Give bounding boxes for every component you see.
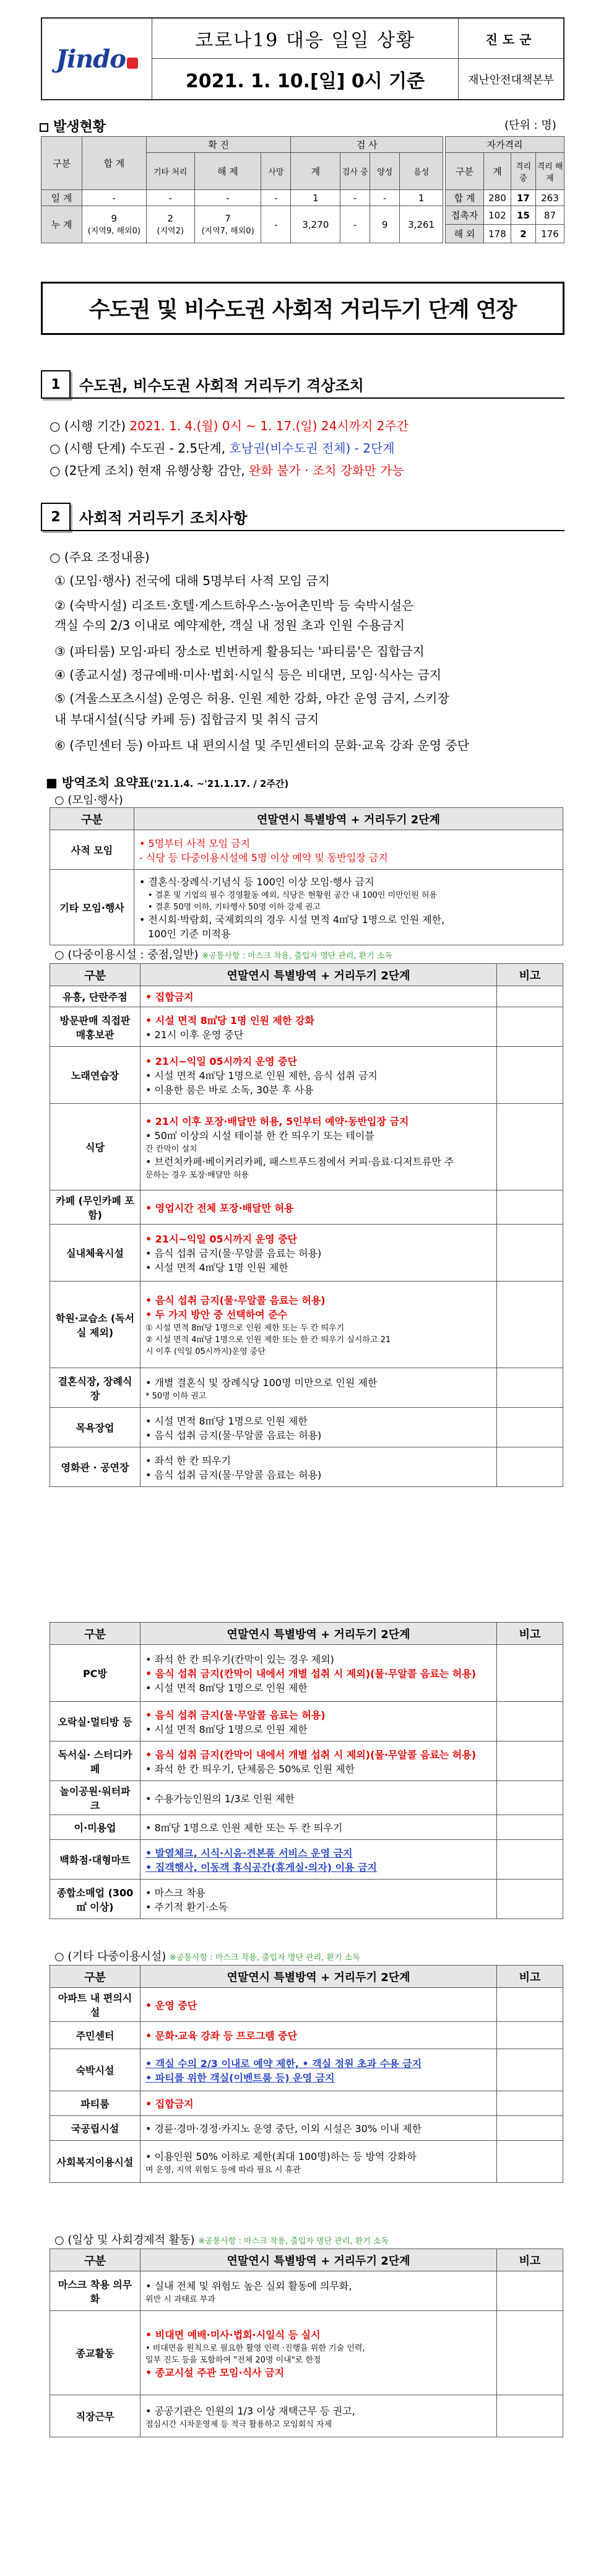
row-note	[497, 1815, 563, 1840]
section-2-item: ③ (파티룸) 모임·파티 장소로 빈번하게 활용되는 '파티룸'은 집합금지	[54, 644, 425, 659]
measure-line: • 비대면 예배·미사·법회·시일식 등 실시	[145, 2328, 321, 2341]
report-date: 2021. 1. 10.[일] 0시 기준	[185, 70, 425, 92]
measure-line: • 시설 면적 8㎡당 1명으로 인원 제한	[145, 1682, 308, 1694]
row-measures	[141, 986, 497, 1007]
table-row	[50, 1702, 563, 1741]
measure-line: • 주기적 환기·소독	[145, 1901, 228, 1913]
table-row	[50, 986, 563, 1007]
measure-line: • 문화·교육 강좌 등 프로그램 중단	[145, 2030, 298, 2042]
row-measures	[141, 1368, 497, 1408]
row-note	[497, 2311, 563, 2395]
section-2-header	[41, 503, 564, 531]
other-facilities-table: 구분 연말연시 특별방역 + 거리두기 2단계 비고 아파트 내 편의시설 • 운영 중단 주민센터 • 문화·교육 강좌 등 프로그램 중단 숙박시설 • 객실 수의 2/3 이내로 예약 제한, • 객실 정원 초과 수용 금지 • 파티를 위한 객실(이벤트룸 등) 운영 금지 파티룸 • 집합금지 국공립시설 • 경륜·경마·경정·카지노 운영 중단, 이외 시설은 30% 이내 제한 사회복지이용시설 • 이용인원 50% 이하로 제한(최대 100명)하는 등 방역 강화하 며 운영, 지역 위험도 등에 따라 필요 시 휴관	[50, 1965, 563, 2183]
row-note	[497, 1047, 563, 1104]
row-measures	[141, 1104, 497, 1190]
table-row	[50, 2091, 563, 2116]
row-note	[497, 1840, 563, 1880]
row-measures	[141, 2049, 497, 2091]
measure-line: • 비대면을 원칙으로 필요한 활영 인력 ·진행을 위한 기술 인력,	[145, 2343, 365, 2353]
row-label: 놀이공원·워터파크	[50, 1781, 141, 1815]
row-note	[497, 1225, 563, 1281]
table-row	[50, 2049, 563, 2091]
measure-line: 문하는 경우 포장·배달만 허용	[145, 1171, 249, 1180]
table-row	[50, 1281, 563, 1368]
multi-use-title: ○ (다중이용시설 : 중점,일반) ※공통사항 : 마스크 착용, 출입자 명단 관리, 환기 소독	[54, 948, 393, 961]
org-department: 재난안전대책본부	[458, 59, 563, 99]
row-measures	[141, 1781, 497, 1815]
table-row	[50, 1781, 563, 1815]
row-measures	[141, 1741, 497, 1781]
measure-line: 점심시간 시차운영제 등 적극 활용하고 모임회식 자제	[145, 2419, 332, 2429]
table-row	[50, 1815, 563, 1840]
measure-line: ① 시설 면적 8㎡당 1명으로 인원 제한 또는 두 칸 띄우기	[145, 1324, 345, 1333]
measure-line: • 영업시간 전체 포장·배달만 허용	[145, 1202, 294, 1214]
report-header	[41, 17, 564, 100]
row-note	[497, 1368, 563, 1408]
table-row	[50, 1645, 563, 1702]
measure-line: • 시설 면적 4㎡당 1명으로 인원 제한, 음식 섭취 금지	[145, 1070, 378, 1082]
row-note	[497, 1988, 563, 2022]
row-note	[497, 986, 563, 1007]
measure-line: • 21시~익일 05시까지 운영 중단	[145, 1233, 298, 1245]
measure-line: • 두 가지 방안 중 선택하여 준수	[145, 1309, 288, 1321]
row-label: 목욕장업	[50, 1408, 141, 1447]
multi-use-table-2: 구분 연말연시 특별방역 + 거리두기 2단계 비고 PC방 • 좌석 한 칸 띄우기(칸막이 있는 경우 제외) • 음식 섭취 금지(칸막이 내에서 개별 섭취 시 제외)(물·무알콜 음료는 허용) • 시설 면적 8㎡당 1명으로 인원 제한 오락실·멀티방 등 • 음식 섭취 금지(물·무알콜 음료는 허용) • 시설 면적 8㎡당 1명으로 인원 제한 독서실· 스터디카페 • 음식 섭취 금지(칸막이 내에서 개별 섭취 시 제외)(물·무알콜 음료는 허용) • 좌석 한 칸 띄우기, 단체룸은 50%로 인원 제한 놀이공원·워터파크 • 수용가능인원의 1/3로 인원 제한 이·미용업 • 8㎡당 1명으로 인원 제한 또는 두 칸 띄우기 백화점·대형마트 • 발열체크, 시식·시음·견본품 서비스 운영 금지 • 집객행사, 이동객 휴식공간(휴게실·의자) 이용 금지 종합소매업 (300㎡ 이상) • 마스크 착용 • 주기적 환기·소독	[50, 1622, 563, 1919]
row-measures	[141, 1840, 497, 1880]
row-label: 오락실·멀티방 등	[50, 1702, 141, 1741]
section-2-item: 객실 수의 2/3 이내로 예약제한, 객실 내 정원 초과 인원 수용금지	[54, 618, 405, 633]
row-label: 백화점·대형마트	[50, 1840, 141, 1880]
row-measures	[141, 1047, 497, 1104]
section-title: 사회적 거리두기 조치사항	[71, 503, 564, 531]
section-1-line-3: ○ (2단계 조치) 현재 유행상황 감안, 완화 불가 · 조치 강화만 가능	[50, 463, 404, 478]
row-note	[497, 2141, 563, 2183]
row-measures	[141, 1447, 497, 1487]
table-row	[50, 1840, 563, 1880]
measure-line: ② 시설 면적 4㎡당 1명으로 인원 제한 또는 한 칸 띄우기 실시하고 21	[145, 1335, 391, 1345]
row-measures	[141, 2141, 497, 2183]
section-1-header	[41, 370, 564, 399]
measure-line: • 실내 전체 및 위험도 높은 실외 활동에 의무화,	[145, 2279, 352, 2292]
row-label: 마스크 착용 의무화	[50, 2271, 141, 2311]
section-2-item: ④ (종교시설) 정규예배·미사·법회·시일식 등은 비대면, 모임·식사는 금지	[54, 667, 442, 682]
jindo-logo	[42, 19, 152, 99]
row-measures	[141, 2311, 497, 2395]
row-label: 독서실· 스터디카페	[50, 1741, 141, 1781]
measure-line: • 21시 이후 운영 중단	[145, 1028, 244, 1041]
measure-line: 위반 시 과태료 부과	[145, 2294, 215, 2304]
row-label: 파티룸	[50, 2091, 141, 2116]
row-measures	[141, 1645, 497, 1702]
row-label: 종교활동	[50, 2311, 141, 2395]
row-note	[497, 1741, 563, 1781]
row-note	[497, 1007, 563, 1047]
row-note	[497, 2091, 563, 2116]
measure-line: • 공공기관은 인원의 1/3 이상 재택근무 등 권고,	[145, 2405, 355, 2417]
row-note	[497, 2116, 563, 2141]
table-row	[50, 2395, 563, 2437]
measure-line: 시 이후 (익일 05시까지)운영 중단	[145, 1347, 266, 1356]
measure-line: 간 칸막이 설치	[145, 1145, 197, 1154]
section-1-line-2: ○ (시행 단계) 수도권 - 2.5단계, 호남권(비수도권 전체) - 2단계	[50, 441, 395, 456]
table-row	[50, 2271, 563, 2311]
row-label: 노래연습장	[50, 1047, 141, 1104]
table-row	[50, 1047, 563, 1104]
measure-line: • 음식 섭취 금지(칸막이 내에서 개별 섭취 시 제외)(물·무알콜 음료는 허용)	[145, 1668, 477, 1680]
row-measures	[141, 1190, 497, 1225]
status-table: 구분 합 계 확 진 검 사 자가격리 기타 처리 해 제 사망 계 검사 중 양성 음성 구분 계 격리 중 격리 해제 일 계 - - - - 1 - - 1 합 계 280 17 263 누 계 9 (지역9, 해외0) 2 (지역2) 7 (지역7, 해외0) - 3,270 - 9 3,261 접촉자 102 15 87 해 외 178 2 176	[41, 136, 564, 243]
daily-activities-table: 구분 연말연시 특별방역 + 거리두기 2단계 비고 마스크 착용 의무화 • 실내 전체 및 위험도 높은 실외 활동에 의무화, 위반 시 과태료 부과 종교활동 • 비대면 예배·미사·법회·시일식 등 실시 • 비대면을 원칙으로 필요한 활영 인력 ·진행을 위한 기술 인력, 일부 진도 등을 포함하여 "전체 20명 이내"로 한정 • 종교시설 주관 모임·식사 금지 직장근무 • 공공기관은 인원의 1/3 이상 재택근무 등 권고, 점심시간 시차운영제 등 적극 활용하고 모임회식 자제	[50, 2249, 563, 2437]
logo-text: Jindo	[56, 44, 126, 74]
row-note	[497, 1408, 563, 1447]
row-note	[497, 1447, 563, 1487]
measure-line: • 음식 섭취 금지(물·무알콜 음료는 허용)	[145, 1247, 322, 1259]
row-label: 영화관 · 공연장	[50, 1447, 141, 1487]
measure-line: • 좌석 한 칸 띄우기	[145, 1454, 231, 1467]
row-measures	[141, 2271, 497, 2311]
row-measures	[141, 1988, 497, 2022]
measure-line: 일부 진도 등을 포함하여 "전체 20명 이내"로 한정	[145, 2355, 321, 2365]
measure-line: • 파티를 위한 객실(이벤트룸 등) 운영 금지	[145, 2071, 335, 2084]
main-headline: 수도권 및 비수도권 사회적 거리두기 단계 연장	[41, 282, 564, 335]
row-measures	[141, 1281, 497, 1368]
section-number: 2	[41, 503, 71, 531]
measure-line: • 집객행사, 이동객 휴식공간(휴게실·의자) 이용 금지	[145, 1861, 377, 1873]
row-label: 주민센터	[50, 2022, 141, 2049]
summary-title: ■ 방역조치 요약표('21.1.4. ~'21.1.17. / 2주간)	[46, 775, 289, 790]
table-row	[50, 2022, 563, 2049]
row-label: 이·미용업	[50, 1815, 141, 1840]
row-label: 카페 (무인카페 포함)	[50, 1190, 141, 1225]
row-note	[497, 1702, 563, 1741]
table-row	[50, 1988, 563, 2022]
other-facilities-title: ○ (기타 다중이용시설) ※공통사항 : 마스크 착용, 출입자 명단 관리, 환기 소독	[54, 1950, 360, 1963]
section-2-item: ○ (주요 조정내용)	[50, 550, 150, 565]
table-row	[50, 1368, 563, 1408]
row-measures	[141, 1880, 497, 1919]
square-bullet-icon	[40, 123, 48, 132]
measure-line: • 음식 섭취 금지(칸막이 내에서 개별 섭취 시 제외)(물·무알콜 음료는 허용)	[145, 1748, 477, 1761]
row-measures	[141, 1225, 497, 1281]
table-row	[50, 1447, 563, 1487]
measure-line: • 음식 섭취 금지(물·무알콜 음료는 허용)	[145, 1295, 326, 1306]
measure-line: • 종교시설 주관 모임·식사 금지	[145, 2366, 285, 2379]
row-measures	[141, 1007, 497, 1047]
measure-line: • 이용한 룸은 바로 소독, 30분 후 사용	[145, 1084, 314, 1096]
measure-line: • 마스크 착용	[145, 1886, 205, 1899]
measure-line: • 음식 섭취 금지(물·무알콜 음료는 허용)	[145, 1468, 322, 1481]
measure-line: • 운영 중단	[145, 1999, 197, 2011]
measure-line: • 시설 면적 8㎡당 1명 인원 제한 강화	[145, 1014, 314, 1026]
row-label: 결혼식장, 장례식장	[50, 1368, 141, 1408]
row-label: 종합소매업 (300㎡ 이상)	[50, 1880, 141, 1919]
logo-mark-icon	[127, 58, 138, 69]
measure-line: • 이용인원 50% 이하로 제한(최대 100명)하는 등 방역 강화하	[145, 2150, 417, 2162]
row-label: 실내체육시설	[50, 1225, 141, 1281]
measure-line: • 객실 수의 2/3 이내로 예약 제한, • 객실 정원 초과 수용 금지	[145, 2057, 422, 2070]
row-note	[497, 2271, 563, 2311]
table-row	[50, 1741, 563, 1781]
row-note	[497, 2395, 563, 2437]
measure-line: • 개별 결혼식 및 장례식당 100명 미만으로 인원 제한	[145, 1376, 378, 1389]
table-row	[50, 1225, 563, 1281]
section-2-item: ① (모임·행사) 전국에 대해 5명부터 사적 모임 금지	[54, 573, 330, 588]
section-1-line-1: ○ (시행 기간) 2021. 1. 4.(월) 0시 ~ 1. 17.(일) 24시까지 2주간	[50, 418, 409, 433]
section-2-item: ⑤ (겨울스포츠시설) 운영은 허용. 인원 제한 강화, 야간 운영 금지, 스키장	[54, 691, 449, 706]
row-label: 학원·교습소 (독서실 제외)	[50, 1281, 141, 1368]
measure-line: • 21시~익일 05시까지 운영 중단	[145, 1056, 298, 1067]
row-label: 사회복지이용시설	[50, 2141, 141, 2183]
measure-line: • 좌석 한 칸 띄우기, 단체룸은 50%로 인원 제한	[145, 1763, 355, 1775]
daily-activities-title: ○ (일상 및 사회경제적 활동) ※공통사항 : 마스크 착용, 출입자 명단 관리, 환기 소독	[54, 2234, 389, 2247]
section-2-item: ② (숙박시설) 리조트·호텔·게스트하우스·농어촌민박 등 숙박시설은	[54, 598, 414, 613]
measure-line: • 집합금지	[145, 991, 194, 1003]
measure-line: • 시설 면적 8㎡당 1명으로 인원 제한	[145, 1723, 308, 1735]
row-measures	[141, 2022, 497, 2049]
section-title: 수도권, 비수도권 사회적 거리두기 격상조치	[71, 370, 564, 399]
measure-line: • 50㎡ 이상의 시설 테이블 한 칸 띄우기 또는 테이블	[145, 1130, 374, 1142]
section-2-item: 내 부대시설(식당 카페 등) 집합금지 및 취식 금지	[54, 712, 319, 727]
row-label: 유흥, 단란주점	[50, 986, 141, 1007]
measure-line: • 8㎡당 1명으로 인원 제한 또는 두 칸 띄우기	[145, 1822, 343, 1834]
row-note	[497, 1645, 563, 1702]
row-measures	[141, 1702, 497, 1741]
row-note	[497, 1190, 563, 1225]
row-note	[497, 1104, 563, 1190]
table-row	[50, 1007, 563, 1047]
row-note	[497, 1781, 563, 1815]
row-note	[497, 2049, 563, 2091]
measure-line: • 21시 이후 포장·배달만 허용, 5인부터 예약·동반입장 금지	[145, 1116, 409, 1127]
measure-line: * 50명 이하 권고	[145, 1391, 207, 1401]
report-title: 코로나19 대응 일일 상황	[152, 19, 458, 59]
row-label: 직장근무	[50, 2395, 141, 2437]
table-row	[50, 1104, 563, 1190]
measure-line: • 시설 면적 8㎡당 1명으로 인원 제한	[145, 1415, 308, 1427]
measure-line: • 수용가능인원의 1/3로 인원 제한	[145, 1792, 295, 1805]
table-row	[50, 1880, 563, 1919]
row-label: 식당	[50, 1104, 141, 1190]
table-row	[50, 2116, 563, 2141]
status-section-title: 발생현황	[40, 116, 106, 136]
measure-line: • 음식 섭취 금지(물·무알콜 음료는 허용)	[145, 1709, 326, 1721]
row-measures	[141, 1815, 497, 1840]
row-label: 숙박시설	[50, 2049, 141, 2091]
row-measures	[141, 2091, 497, 2116]
org-name: 진도군	[458, 19, 563, 59]
table-row	[50, 2311, 563, 2395]
row-label: 아파트 내 편의시설	[50, 1988, 141, 2022]
section-2-item: ⑥ (주민센터 등) 아파트 내 편의시설 및 주민센터의 문화·교육 강좌 운영 중단	[54, 738, 470, 753]
status-unit: (단위 : 명)	[504, 119, 556, 132]
measure-line: • 발열체크, 시식·시음·견본품 서비스 운영 금지	[145, 1847, 353, 1859]
gatherings-title: ○ (모임·행사)	[54, 794, 123, 807]
measure-line: • 집합금지	[145, 2098, 194, 2110]
row-measures	[141, 1408, 497, 1447]
gatherings-table: 구분 연말연시 특별방역 + 거리두기 2단계 사적 모임 • 5명부터 사적 모임 금지 - 식당 등 다중이용시설에 5명 이상 예약 및 동반입장 금지 기타 모임·행사 • 결혼식·장례식·기념식 등 100인 이상 모임·행사 금지 • 결혼 및 기업의 필수 경영활동 예외, 식당은 현황원 공간 내 100인 미만인원 허용 • 결혼 50명 이하, 기타행사 50명 이하 강제 권고 • 전시회·박람회, 국제회의의 경우 시설 면적 4㎡당 1명으로 인원 제한, 100인 기준 미적용	[50, 807, 563, 945]
table-row	[50, 2141, 563, 2183]
row-measures	[141, 2116, 497, 2141]
measure-line: • 시설 면적 4㎡당 1명 인원 제한	[145, 1262, 288, 1273]
measure-line: 며 운영, 지역 위험도 등에 따라 필요 시 휴관	[145, 2165, 301, 2175]
row-label: 국공립시설	[50, 2116, 141, 2141]
measure-line: • 좌석 한 칸 띄우기(칸막이 있는 경우 제외)	[145, 1654, 334, 1665]
row-measures	[141, 2395, 497, 2437]
row-label: PC방	[50, 1645, 141, 1702]
measure-line: • 음식 섭취 금지(물·무알콜 음료는 허용)	[145, 1429, 322, 1441]
section-number: 1	[41, 370, 71, 399]
measure-line: • 브런치카페·베이커리카페, 패스트푸드점에서 커피·음료·디저트류만 주	[145, 1156, 454, 1168]
row-note	[497, 2022, 563, 2049]
table-row	[50, 1408, 563, 1447]
row-label: 방문판매 직접판매홍보관	[50, 1007, 141, 1047]
row-note	[497, 1880, 563, 1919]
row-note	[497, 1281, 563, 1368]
table-row	[50, 1190, 563, 1225]
multi-use-table: 구분 연말연시 특별방역 + 거리두기 2단계 비고 유흥, 단란주점 • 집합금지 방문판매 직접판매홍보관 • 시설 면적 8㎡당 1명 인원 제한 강화 • 21시 이후 운영 중단 노래연습장 • 21시~익일 05시까지 운영 중단 • 시설 면적 4㎡당 1명으로 인원 제한, 음식 섭취 금지 • 이용한 룸은 바로 소독, 30분 후 사용 식당 • 21시 이후 포장·배달만 허용, 5인부터 예약·동반입장 금지 • 50㎡ 이상의 시설 테이블 한 칸 띄우기 또는 테이블 간 칸막이 설치 • 브런치카페·베이커리카페, 패스트푸드점에서 커피·음료·디저트류만 주 문하는 경우 포장·배달만 허용 카페 (무인카페 포함) • 영업시간 전체 포장·배달만 허용 실내체육시설 • 21시~익일 05시까지 운영 중단 • 음식 섭취 금지(물·무알콜 음료는 허용) • 시설 면적 4㎡당 1명 인원 제한 학원·교습소 (독서실 제외) • 음식 섭취 금지(물·무알콜 음료는 허용) • 두 가지 방안 중 선택하여 준수 ① 시설 면적 8㎡당 1명으로 인원 제한 또는 두 칸 띄우기 ② 시설 면적 4㎡당 1명으로 인원 제한 또는 한 칸 띄우기 실시하고 21 시 이후 (익일 05시까지)운영 중단 결혼식장, 장례식장 • 개별 결혼식 및 장례식당 100명 미만으로 인원 제한 * 50명 이하 권고 목욕장업 • 시설 면적 8㎡당 1명으로 인원 제한 • 음식 섭취 금지(물·무알콜 음료는 허용) 영화관 · 공연장 • 좌석 한 칸 띄우기 • 음식 섭취 금지(물·무알콜 음료는 허용)	[50, 963, 563, 1487]
measure-line: • 경륜·경마·경정·카지노 운영 중단, 이외 시설은 30% 이내 제한	[145, 2123, 422, 2135]
